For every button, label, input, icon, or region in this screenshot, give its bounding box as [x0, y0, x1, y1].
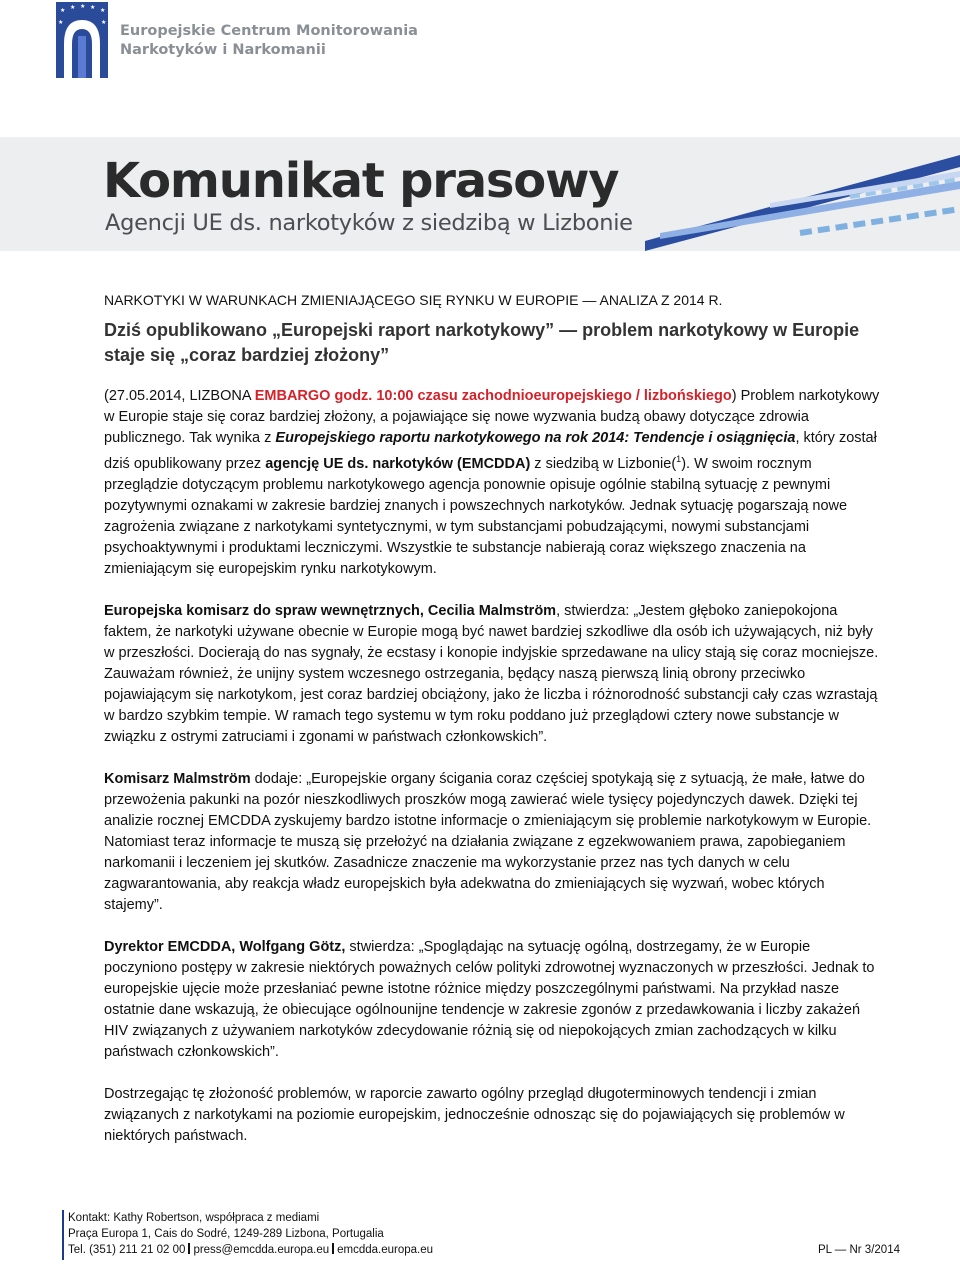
- quote2-text: dodaje: „Europejskie organy ścigania coraz częściej spotykają się z sytuacją, że małe, łatwe do przewożenia pakunki na pozór nieszkodliwych proszków mogą zawierać wiele tysięcy pojedynczych dawek. Dzięki tej analizie rocznej EMCDDA zyskujemy bardzo istotne informacje o zmieniającym się problemie narkotykowym w Europie. Natomiast teraz informacje te muszą się przełożyć na działania związane z egzekwowaniem prawa, zapobieganiem narkomanii i leczeniem jej skutków. Zasadnicze znaczenie ma wykorzystanie przez nas tych danych w celu zagwarantowania, aby reakcja władz europejskich była adekwatna do zmieniających się wyzwań, wobec których stajemy”.: [104, 770, 872, 913]
- footer-website-link[interactable]: emcdda.europa.eu: [337, 1244, 434, 1256]
- footer-contact: Kontakt: Kathy Robertson, współpraca z mediami: [68, 1212, 320, 1224]
- org-name: [120, 22, 418, 60]
- svg-text:★: ★: [60, 7, 66, 14]
- intro-text-4: ). W swoim rocznym przeglądzie dotyczącym problemu narkotykowego agencja ponownie opisuje ogólnie stabilną sytuację z pewnymi pozytywnymi oznakami w zakresie bardziej znanych i powszechnych narkotyków. Jednak sytuację pogarszają nowe zagrożenia związane z narkotykami syntetycznymi, w tym substancjami pobudzającymi, nowymi substancjami psychoaktywnymi i produktami leczniczymi. Wszystkie te substancje nabierają coraz większego znaczenia na zmieniającym się europejskim rynku narkotykowym.: [104, 455, 848, 577]
- svg-text:★: ★: [100, 7, 106, 14]
- org-name-line1: Europejskie Centrum Monitorowania: [120, 23, 418, 39]
- quote-paragraph-3: [104, 937, 880, 1063]
- quote-paragraph-2: [104, 769, 880, 916]
- quote3-speaker: Dyrektor EMCDDA, Wolfgang Götz,: [104, 938, 346, 955]
- release-number: PL — Nr 3/2014: [817, 1244, 900, 1256]
- emcdda-logo: [56, 2, 108, 78]
- press-release-banner: [0, 137, 960, 251]
- quote-paragraph-1: [104, 601, 880, 748]
- intro-text-1: Problem narkotykowy w Europie staje się coraz bardziej złożony, a pojawiające się nowe wyzwania budzą obawy dotyczące zdrowia publicznego. Tak wynika z: [104, 388, 880, 446]
- article-kicker: NARKOTYKI W WARUNKACH ZMIENIAJĄCEGO SIĘ RYNKU W EUROPIE — ANALIZA Z 2014 R.: [104, 292, 723, 308]
- dateline-suffix: ): [731, 388, 737, 404]
- quote2-speaker: Komisarz Malmström: [104, 770, 251, 787]
- article-headline: Dziś opublikowano „Europejski raport narkotykowy” — problem narkotykowy w Europie staje się „coraz bardziej złożony”: [104, 320, 860, 365]
- trend-arrows-graphic: [630, 137, 960, 251]
- footer-separator: [188, 1243, 190, 1254]
- article-intro: [104, 386, 880, 580]
- footer-address: Praça Europa 1, Cais do Sodré, 1249-289 Lizbona, Portugalia: [68, 1228, 384, 1240]
- footer-email-link[interactable]: press@emcdda.europa.eu: [193, 1244, 330, 1256]
- svg-text:★: ★: [101, 19, 107, 26]
- emcdda-logo-icon: [56, 2, 108, 78]
- dateline-prefix: (27.05.2014, LIZBONA: [104, 388, 255, 404]
- quote1-text: , stwierdza: „Jestem głęboko zaniepokojona faktem, że narkotyki używane obecnie w Europie mogą być nawet bardziej szkodliwe dla osób ich używających, niż były w przeszłości. Docierają do nas sygnały, że ecstasy i konopie indyjskie sprzedawane na ulicy stają się coraz mocniejsze. Zauważam również, że unijny system wczesnego ostrzegania, będący naszą pierwszą linią obrony przeciwko pojawiającym się narkotykom, jest coraz bardziej obciążony, jako że liczba i różnorodność substancji cały czas wzrastają w bardzo szybkim tempie. W ramach tego systemu w tym roku poddano już przeglądowi cztery nowe substancje w związku z ostrymi zatruciami i zgonami w państwach członkowskich”.: [104, 602, 879, 745]
- quote1-speaker: Europejska komisarz do spraw wewnętrznych, Cecilia Malmström: [104, 602, 557, 619]
- footnote-ref[interactable]: 1: [676, 454, 682, 464]
- agency-name: agencję UE ds. narkotyków (EMCDDA): [265, 455, 531, 472]
- svg-text:★: ★: [90, 4, 96, 11]
- footer-phone: Tel. (351) 211 21 02 00: [68, 1244, 186, 1256]
- embargo-notice: EMBARGO godz. 10:00 czasu zachodnioeuropejskiego / lizbońskiego: [254, 388, 732, 404]
- footer-contact-line: [68, 1242, 900, 1258]
- svg-text:★: ★: [70, 4, 76, 11]
- article-body: [104, 290, 880, 1147]
- intro-text-3: z siedzibą w Lizbonie(: [530, 455, 677, 472]
- report-title: Europejskiego raportu narkotykowego na rok 2014: Tendencje i osiągnięcia: [275, 430, 796, 446]
- intro-text-2: , który został dziś opublikowany przez: [104, 430, 877, 472]
- page-footer: [62, 1210, 900, 1260]
- quote3-text: stwierdza: „Spoglądając na sytuację ogólną, dostrzegamy, że w Europie poczyniono postępy w zakresie niektórych poważnych celów polityki zdrowotnej wyznaczonych w przeszłości. Jednak to europejskie ujęcie może przesłaniać pewne istotne różnice między poszczególnymi państwami. Na przykład nasze ostatnie dane wskazują, że obiecujące ogólnounijne tendencje w zakresie zgonów z przedawkowania i liczby zakażeń HIV związanych z używaniem narkotyków zdecydowanie różnią się od niepokojących zmian zachodzących w kilku państwach członkowskich”.: [104, 938, 875, 1060]
- banner-title: Komunikat prasowy: [103, 153, 619, 209]
- org-name-line2: Narkotyków i Narkomanii: [120, 42, 326, 58]
- footer-separator: [332, 1243, 334, 1254]
- closing-paragraph: Dostrzegając tę złożoność problemów, w raporcie zawarto ogólny przegląd długoterminowych tendencji i zmian związanych z narkotykami na poziomie europejskim, jednocześnie odnosząc się do pojawiających się problemów w niektórych państwach.: [104, 1085, 845, 1144]
- banner-subtitle: Agencji UE ds. narkotyków z siedzibą w Lizbonie: [105, 210, 633, 236]
- svg-text:★: ★: [58, 19, 64, 26]
- svg-text:★: ★: [80, 3, 86, 10]
